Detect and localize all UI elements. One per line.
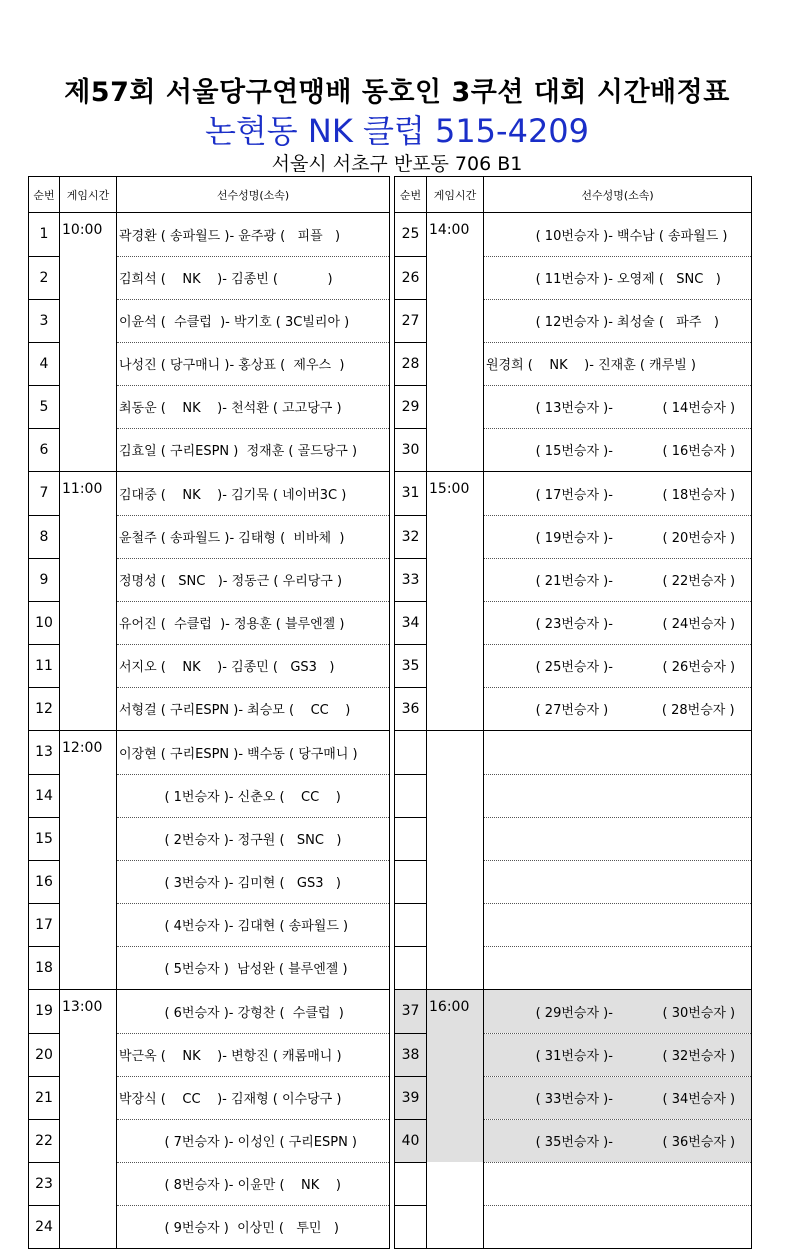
game-time (60, 903, 117, 946)
schedule-table-right (394, 176, 752, 1249)
match-players (484, 256, 752, 299)
row-number: 12 (29, 687, 60, 731)
row-number: 6 (29, 428, 60, 472)
table-row (395, 213, 752, 257)
table-row (29, 817, 390, 860)
game-time (427, 342, 484, 385)
row-number: 38 (395, 1033, 427, 1076)
row-number: 15 (29, 817, 60, 860)
table-row (29, 774, 390, 817)
game-time (427, 385, 484, 428)
match-players (484, 946, 752, 990)
match-players (484, 1205, 752, 1249)
row-number: 28 (395, 342, 427, 385)
match-players (117, 428, 390, 472)
match-players (117, 256, 390, 299)
game-time: 13:00 (60, 990, 117, 1034)
game-time (60, 946, 117, 990)
match-players (117, 213, 390, 257)
table-header-row (395, 177, 752, 213)
match-players (484, 1076, 752, 1119)
game-time (60, 817, 117, 860)
row-number (395, 731, 427, 775)
match-players (484, 472, 752, 516)
match-text: 유어진 ( 수클럽 )- 정용훈 ( 블루엔젤 ) (119, 617, 345, 632)
game-time (60, 601, 117, 644)
match-text: ( 27번승자 ) ( 28번승자 ) (486, 703, 735, 719)
match-players (484, 1033, 752, 1076)
match-players (484, 1119, 752, 1162)
match-players (484, 213, 752, 257)
match-text: 김대중 ( NK )- 김기묵 ( 네이버3C ) (119, 487, 347, 503)
match-players (117, 472, 390, 516)
match-players (484, 515, 752, 558)
game-time (427, 1162, 484, 1205)
table-row (395, 774, 752, 817)
match-players (117, 601, 390, 644)
match-players (484, 731, 752, 775)
table-row (395, 946, 752, 990)
match-players (484, 299, 752, 342)
page-title: 제57회 서울당구연맹배 동호인 3쿠션 대회 시간배정표 (64, 77, 730, 108)
row-number: 19 (29, 990, 60, 1034)
game-time: 16:00 (427, 990, 484, 1034)
game-time (427, 946, 484, 990)
table-row (29, 213, 390, 257)
game-time (60, 342, 117, 385)
table-row (395, 1162, 752, 1205)
table-row (395, 990, 752, 1034)
match-text: ( 21번승자 )- ( 22번승자 ) (486, 574, 736, 589)
match-text: ( 25번승자 )- ( 26번승자 ) (486, 660, 736, 675)
match-text: ( 8번승자 )- 이윤만 ( NK ) (119, 1178, 341, 1193)
row-number: 1 (29, 213, 60, 257)
match-text: ( 5번승자 ) 남성완 ( 블루엔젤 ) (119, 962, 348, 978)
match-text: ( 7번승자 )- 이성인 ( 구리ESPN ) (119, 1135, 357, 1150)
match-text: ( 3번승자 )- 김미현 ( GS3 ) (119, 876, 341, 891)
row-number: 2 (29, 256, 60, 299)
table-row (29, 1119, 390, 1162)
match-players (484, 860, 752, 903)
row-number: 29 (395, 385, 427, 428)
row-number: 10 (29, 601, 60, 644)
game-time (427, 731, 484, 775)
table-row (395, 817, 752, 860)
match-players (117, 644, 390, 687)
game-time (427, 601, 484, 644)
game-time (60, 1205, 117, 1249)
match-players (484, 385, 752, 428)
game-time (60, 299, 117, 342)
row-number (395, 1205, 427, 1249)
table-row (29, 946, 390, 990)
match-text: 김희석 ( NK )- 김종빈 ( ) (119, 272, 333, 287)
row-number: 40 (395, 1119, 427, 1162)
match-text: ( 1번승자 )- 신춘오 ( CC ) (119, 790, 341, 805)
match-players (117, 687, 390, 731)
table-row (395, 903, 752, 946)
game-time (60, 687, 117, 731)
match-players (117, 515, 390, 558)
match-text: ( 13번승자 )- ( 14번승자 ) (486, 401, 736, 416)
table-row (29, 558, 390, 601)
match-text: 정명성 ( SNC )- 정동근 ( 우리당구 ) (119, 574, 343, 589)
match-players (484, 601, 752, 644)
match-text: 김효일 ( 구리ESPN ) 정재훈 ( 골드당구 ) (119, 444, 358, 460)
game-time (427, 860, 484, 903)
table-row (395, 1205, 752, 1249)
row-number: 27 (395, 299, 427, 342)
table-row (29, 1033, 390, 1076)
match-players (117, 860, 390, 903)
game-time (427, 558, 484, 601)
row-number: 9 (29, 558, 60, 601)
game-time (427, 299, 484, 342)
match-players (117, 1033, 390, 1076)
table-row (395, 428, 752, 472)
row-number: 8 (29, 515, 60, 558)
match-text: 서지오 ( NK )- 김종민 ( GS3 ) (119, 660, 335, 675)
row-number: 32 (395, 515, 427, 558)
match-text: ( 6번승자 )- 강형찬 ( 수클럽 ) (119, 1005, 344, 1021)
table-row (29, 903, 390, 946)
header-no: 순번 (395, 177, 427, 213)
table-row (395, 644, 752, 687)
game-time (60, 1033, 117, 1076)
table-row (395, 687, 752, 731)
match-text: ( 35번승자 )- ( 36번승자 ) (486, 1135, 736, 1150)
table-row (395, 860, 752, 903)
game-time (427, 1033, 484, 1076)
match-players (117, 1205, 390, 1249)
game-time (60, 1119, 117, 1162)
match-text: 서형걸 ( 구리ESPN )- 최승모 ( CC ) (119, 703, 351, 719)
match-text: ( 11번승자 )- 오영제 ( SNC ) (486, 272, 721, 287)
row-number (395, 1162, 427, 1205)
game-time: 10:00 (60, 213, 117, 257)
table-row (29, 990, 390, 1034)
row-number: 34 (395, 601, 427, 644)
table-row (29, 731, 390, 775)
game-time: 11:00 (60, 472, 117, 516)
row-number (395, 817, 427, 860)
table-row (395, 601, 752, 644)
match-players (484, 990, 752, 1034)
table-row (29, 1162, 390, 1205)
table-row (29, 428, 390, 472)
table-row (29, 299, 390, 342)
match-text: ( 33번승자 )- ( 34번승자 ) (486, 1092, 736, 1107)
row-number: 36 (395, 687, 427, 731)
match-players (484, 558, 752, 601)
game-time (427, 817, 484, 860)
match-text: 나성진 ( 당구매니 )- 홍상표 ( 제우스 ) (119, 358, 345, 373)
match-players (484, 817, 752, 860)
table-row (395, 385, 752, 428)
game-time (60, 1162, 117, 1205)
table-row (395, 1033, 752, 1076)
table-row (29, 1076, 390, 1119)
match-text: 윤철주 ( 송파월드 )- 김태형 ( 비바체 ) (119, 531, 345, 546)
club-address: 서울시 서초구 반포동 706 B1 (271, 153, 523, 175)
match-players (117, 299, 390, 342)
table-row (395, 731, 752, 775)
match-players (117, 1076, 390, 1119)
game-time (60, 644, 117, 687)
match-text: 원경희 ( NK )- 진재훈 ( 캐루빌 ) (486, 358, 696, 373)
row-number: 5 (29, 385, 60, 428)
match-players (117, 558, 390, 601)
match-players (117, 1119, 390, 1162)
match-text: 이윤석 ( 수클럽 )- 박기호 ( 3C빌리아 ) (119, 315, 350, 330)
game-time: 12:00 (60, 731, 117, 775)
match-players (484, 644, 752, 687)
match-players (117, 817, 390, 860)
match-text: ( 17번승자 )- ( 18번승자 ) (486, 487, 736, 503)
table-row (395, 1076, 752, 1119)
match-text: ( 10번승자 )- 백수남 ( 송파월드 ) (486, 228, 728, 244)
row-number: 4 (29, 342, 60, 385)
table-row (395, 256, 752, 299)
game-time (60, 774, 117, 817)
match-text: ( 29번승자 )- ( 30번승자 ) (486, 1005, 736, 1021)
table-row (395, 299, 752, 342)
row-number: 37 (395, 990, 427, 1034)
game-time (427, 1076, 484, 1119)
table-row (395, 472, 752, 516)
row-number: 20 (29, 1033, 60, 1076)
row-number (395, 774, 427, 817)
row-number: 18 (29, 946, 60, 990)
game-time (427, 687, 484, 731)
game-time (427, 774, 484, 817)
game-time (60, 256, 117, 299)
header-time: 게임시간 (60, 177, 117, 213)
game-time: 14:00 (427, 213, 484, 257)
match-text: ( 23번승자 )- ( 24번승자 ) (486, 617, 736, 632)
row-number: 30 (395, 428, 427, 472)
row-number: 17 (29, 903, 60, 946)
table-row (29, 342, 390, 385)
game-time: 15:00 (427, 472, 484, 516)
match-text: 박근옥 ( NK )- 변항진 ( 캐롬매니 ) (119, 1049, 342, 1064)
game-time (60, 515, 117, 558)
row-number (395, 946, 427, 990)
table-row (29, 256, 390, 299)
row-number: 13 (29, 731, 60, 775)
match-players (117, 1162, 390, 1205)
match-players (484, 342, 752, 385)
table-row (395, 342, 752, 385)
row-number: 23 (29, 1162, 60, 1205)
match-text: 최동운 ( NK )- 천석환 ( 고고당구 ) (119, 401, 342, 416)
row-number: 22 (29, 1119, 60, 1162)
match-players (484, 903, 752, 946)
table-row (29, 1205, 390, 1249)
table-row (29, 644, 390, 687)
match-text: ( 15번승자 )- ( 16번승자 ) (486, 444, 736, 460)
game-time (427, 1119, 484, 1162)
row-number: 35 (395, 644, 427, 687)
row-number: 7 (29, 472, 60, 516)
match-players (484, 428, 752, 472)
header-players: 선수성명(소속) (484, 177, 752, 213)
game-time (427, 256, 484, 299)
game-time (60, 1076, 117, 1119)
game-time (427, 903, 484, 946)
schedule-table-left (28, 176, 390, 1249)
row-number: 16 (29, 860, 60, 903)
table-row (395, 558, 752, 601)
game-time (427, 428, 484, 472)
match-text: ( 31번승자 )- ( 32번승자 ) (486, 1049, 736, 1064)
game-time (427, 1205, 484, 1249)
row-number: 3 (29, 299, 60, 342)
row-number: 14 (29, 774, 60, 817)
header-time: 게임시간 (427, 177, 484, 213)
row-number: 39 (395, 1076, 427, 1119)
match-text: ( 2번승자 )- 정구원 ( SNC ) (119, 833, 342, 848)
table-row (29, 860, 390, 903)
row-number: 33 (395, 558, 427, 601)
game-time (60, 385, 117, 428)
table-row (29, 385, 390, 428)
game-time (60, 860, 117, 903)
row-number (395, 860, 427, 903)
table-row (395, 1119, 752, 1162)
match-text: ( 19번승자 )- ( 20번승자 ) (486, 531, 736, 546)
table-row (29, 472, 390, 516)
table-row (29, 601, 390, 644)
match-players (117, 731, 390, 775)
table-row (395, 515, 752, 558)
table-row (29, 687, 390, 731)
game-time (427, 644, 484, 687)
row-number: 31 (395, 472, 427, 516)
match-players (117, 903, 390, 946)
match-players (117, 990, 390, 1034)
row-number: 21 (29, 1076, 60, 1119)
match-text: ( 4번승자 )- 김대현 ( 송파월드 ) (119, 919, 349, 934)
row-number: 24 (29, 1205, 60, 1249)
table-row (29, 515, 390, 558)
header-no: 순번 (29, 177, 60, 213)
game-time (427, 515, 484, 558)
row-number (395, 903, 427, 946)
row-number: 26 (395, 256, 427, 299)
match-text: 곽경환 ( 송파월드 )- 윤주광 ( 피플 ) (119, 228, 341, 244)
match-players (117, 774, 390, 817)
match-players (117, 342, 390, 385)
match-players (484, 774, 752, 817)
row-number: 11 (29, 644, 60, 687)
match-text: ( 9번승자 ) 이상민 ( 투민 ) (119, 1221, 339, 1237)
match-players (117, 946, 390, 990)
table-header-row (29, 177, 390, 213)
match-players (484, 1162, 752, 1205)
match-text: 이장현 ( 구리ESPN )- 백수동 ( 당구매니 ) (119, 746, 358, 762)
row-number: 25 (395, 213, 427, 257)
match-text: ( 12번승자 )- 최성술 ( 파주 ) (486, 315, 719, 330)
match-players (484, 687, 752, 731)
header-players: 선수성명(소속) (117, 177, 390, 213)
match-text: 박장식 ( CC )- 김재형 ( 이수당구 ) (119, 1092, 342, 1107)
game-time (60, 428, 117, 472)
club-name: 논현동 NK 클럽 515-4209 (204, 112, 590, 150)
match-players (117, 385, 390, 428)
game-time (60, 558, 117, 601)
